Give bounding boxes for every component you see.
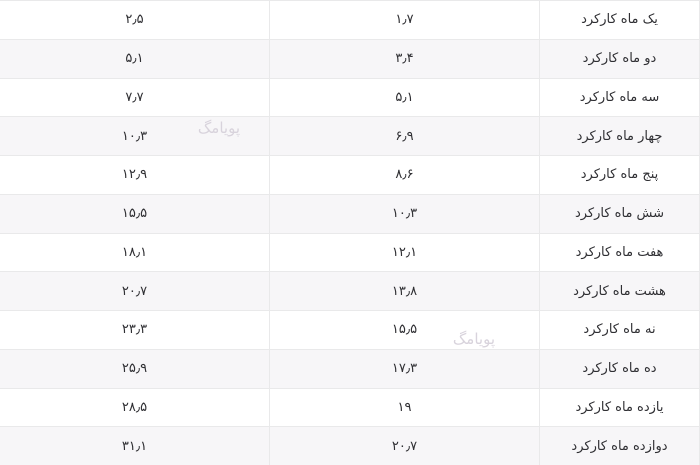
- row-value-first: ۱۵٫۵: [0, 194, 270, 233]
- row-label: نه ماه کارکرد: [540, 311, 700, 350]
- row-value-first: ۱۲٫۹: [0, 156, 270, 195]
- row-value-mid: ۱٫۷: [270, 1, 540, 40]
- row-value-first: ۲۸٫۵: [0, 388, 270, 427]
- row-value-mid: ۱۲٫۱: [270, 233, 540, 272]
- row-value-mid: ۶٫۹: [270, 117, 540, 156]
- row-value-first: ۱۸٫۱: [0, 233, 270, 272]
- row-label: هفت ماه کارکرد: [540, 233, 700, 272]
- row-label: دوازده ماه کارکرد: [540, 427, 700, 465]
- row-value-first: ۲۵٫۹: [0, 349, 270, 388]
- row-label: چهار ماه کارکرد: [540, 117, 700, 156]
- row-value-mid: ۳٫۴: [270, 39, 540, 78]
- row-value-first: ۷٫۷: [0, 78, 270, 117]
- table-row: [0, 233, 700, 272]
- table-row: [0, 1, 700, 40]
- table-row: [0, 78, 700, 117]
- watermark: پویامگ: [197, 119, 240, 137]
- row-label: دو ماه کارکرد: [540, 39, 700, 78]
- row-value-first: ۲٫۵: [0, 1, 270, 40]
- row-label: یک ماه کارکرد: [540, 1, 700, 40]
- row-value-mid: ۸٫۶: [270, 156, 540, 195]
- row-label: پنج ماه کارکرد: [540, 156, 700, 195]
- row-value-mid: ۱۵٫۵: [270, 311, 540, 350]
- row-label: یازده ماه کارکرد: [540, 388, 700, 427]
- row-value-mid: ۵٫۱: [270, 78, 540, 117]
- row-value-mid: ۲۰٫۷: [270, 427, 540, 465]
- row-value-first: ۳۱٫۱: [0, 427, 270, 465]
- table-row: [0, 388, 700, 427]
- table-row: [0, 117, 700, 156]
- table-row: [0, 349, 700, 388]
- row-label: هشت ماه کارکرد: [540, 272, 700, 311]
- row-label: سه ماه کارکرد: [540, 78, 700, 117]
- row-value-mid: ۱۹: [270, 388, 540, 427]
- table-row: [0, 311, 700, 350]
- row-value-mid: ۱۷٫۳: [270, 349, 540, 388]
- table-row: [0, 156, 700, 195]
- row-value-first: ۱۰٫۳: [0, 117, 270, 156]
- watermark: پویامگ: [452, 330, 495, 348]
- row-value-mid: ۱۰٫۳: [270, 194, 540, 233]
- row-value-first: ۲۰٫۷: [0, 272, 270, 311]
- row-label: شش ماه کارکرد: [540, 194, 700, 233]
- table-row: [0, 427, 700, 465]
- table-body: [0, 1, 700, 465]
- table-row: [0, 272, 700, 311]
- table-row: [0, 39, 700, 78]
- row-label: ده ماه کارکرد: [540, 349, 700, 388]
- row-value-first: ۲۳٫۳: [0, 311, 270, 350]
- row-value-mid: ۱۳٫۸: [270, 272, 540, 311]
- row-value-first: ۵٫۱: [0, 39, 270, 78]
- table-row: [0, 194, 700, 233]
